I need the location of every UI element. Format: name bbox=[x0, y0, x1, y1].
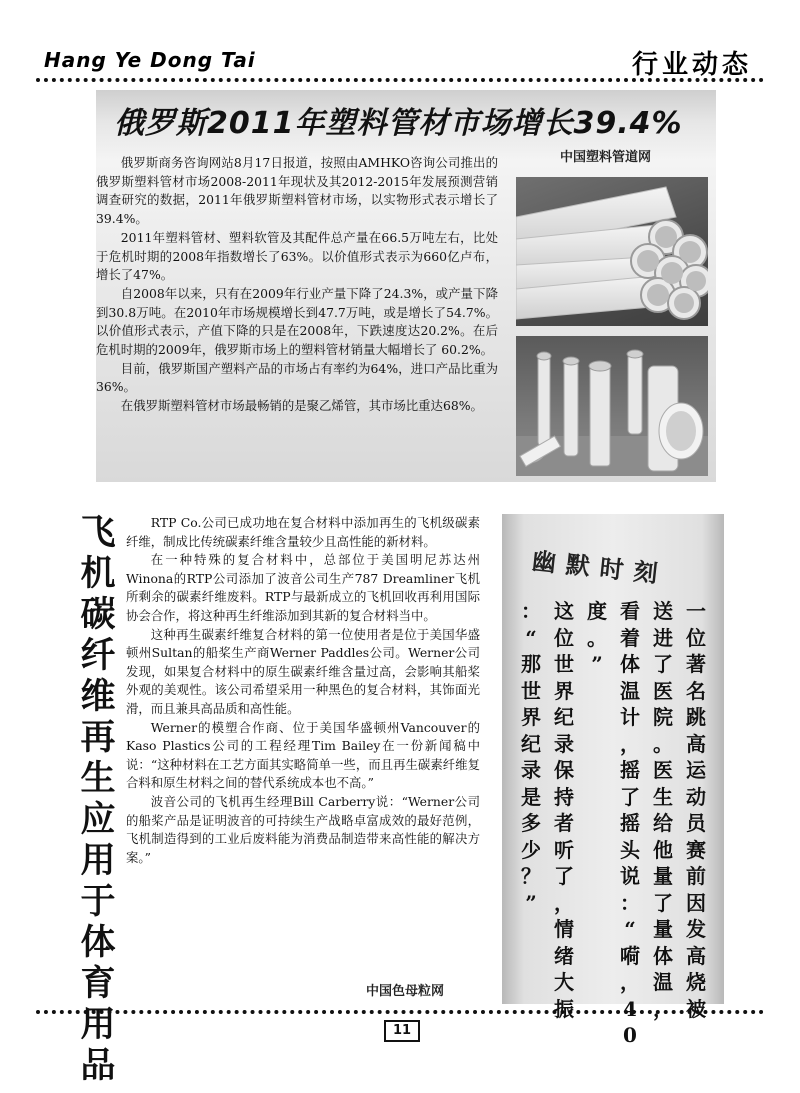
standing-pipes-photo bbox=[516, 336, 708, 476]
article2-source: 中国色母粒网 bbox=[366, 984, 445, 999]
article2-title-char: 于 bbox=[80, 881, 116, 922]
article1-title: 俄罗斯2011年塑料管材市场增长39.4% bbox=[114, 106, 683, 141]
article2-title-char: 品 bbox=[80, 1045, 116, 1086]
header-right-text: 行业动态 bbox=[631, 50, 752, 80]
article2-title-char: 应 bbox=[80, 799, 116, 840]
article1-paragraph: 俄罗斯商务咨询网站8月17日报道，按照由AMHKO咨询公司推出的俄罗斯塑料管材市场2008-2011年现状及其2012-2015年发展预测营销调查研究的数据，2011年俄罗斯塑料管材市场，以实物形式表示增长了39.4%。 bbox=[96, 155, 498, 227]
humor-column: 度 。 ” bbox=[587, 599, 607, 676]
header-left-text: Hang Ye Dong Tai bbox=[44, 48, 256, 72]
article2-paragraph: RTP Co.公司已成功地在复合材料中添加再生的飞机级碳素纤维，制成比传统碳素纤维含量较少且高性能的新材料。 bbox=[126, 515, 480, 549]
humor-column: 送 进 了 医 院 。 医 生 给 他 量 了 量 体 温 ， bbox=[653, 599, 673, 1021]
footer-divider bbox=[36, 1010, 764, 1014]
article2-title-char: 用 bbox=[80, 840, 116, 881]
article2-title-char: 飞 bbox=[80, 512, 116, 553]
humor-column: ： “ 那 世 界 纪 录 是 多 少 ？ ” bbox=[521, 599, 541, 915]
article2-body bbox=[126, 514, 480, 867]
article2-title-char: 机 bbox=[80, 553, 116, 594]
article2-title-char: 用 bbox=[80, 1004, 116, 1045]
article2-title-char: 纤 bbox=[80, 635, 116, 676]
page-number: 11 bbox=[384, 1020, 420, 1042]
humor-column: 看 着 体 温 计 ， 摇 了 摇 头 说 ： “ 嗬 ， 4 0 bbox=[620, 599, 640, 1047]
pipe-bundle-photo bbox=[516, 177, 708, 326]
article1-body bbox=[96, 154, 498, 416]
article2-title-char: 体 bbox=[80, 922, 116, 963]
article2-title-char: 再 bbox=[80, 717, 116, 758]
article2-title-char: 生 bbox=[80, 758, 116, 799]
article2-vertical-title bbox=[72, 512, 124, 1086]
humor-column: 一 位 著 名 跳 高 运 动 员 赛 前 因 发 高 烧 被 bbox=[686, 599, 706, 1021]
article2-title-char: 维 bbox=[80, 676, 116, 717]
article1-paragraph: 自2008年以来，只有在2009年行业产量下降了24.3%，或产量下降到30.8万吨。在2010年市场规模增长到47.7万吨，或是增长了54.7%。以价值形式表示，产值下降的只是在2008年，下跌速度达20.2%。在后危机时期的2009年，俄罗斯市场上的塑料管材销量大幅增长了 60.2%。 bbox=[96, 285, 498, 358]
article2-paragraph: 在一种特殊的复合材料中，总部位于美国明尼苏达州Winona的RTP公司添加了波音公司生产787 Dreamliner飞机所剩余的碳素纤维废料。RTP与最新成立的飞机回收再利用国际协会合作，将这种再生纤维添加到其新的复合材料当中。 bbox=[126, 552, 480, 623]
article1-paragraph: 2011年塑料管材、塑料软管及其配件总产量在66.5万吨左右，比处于危机时期的2008年指数增长了63%。以价值形式表示为660亿卢布，增长了47%。 bbox=[96, 229, 498, 283]
humor-text bbox=[512, 598, 712, 1047]
article1-paragraph: 在俄罗斯塑料管材市场最畅销的是聚乙烯管，其市场比重达68%。 bbox=[120, 398, 483, 414]
article2-title-char: 碳 bbox=[80, 594, 116, 635]
article2-title-char: 育 bbox=[80, 963, 116, 1004]
header-divider bbox=[36, 78, 764, 82]
article2-paragraph: Werner的模塑合作商、位于美国华盛顿州Vancouver的Kaso Plastics公司的工程经理Tim Bailey在一份新闻稿中说：“这种材料在工艺方面其实略简单一些，而且再生碳素纤维复合料和原生材料之间的替代系统成本也不高。” bbox=[126, 719, 480, 791]
article2-paragraph: 波音公司的飞机再生经理Bill Carberry说：“Werner公司的船桨产品是证明波音的可持续生产战略卓富成效的最好范例，飞机制造得到的工业后废料能为消费品制造带来高性能的解决方案。” bbox=[126, 793, 480, 865]
humor-title: 幽默时刻 bbox=[530, 545, 669, 590]
article1-source: 中国塑料管道网 bbox=[560, 150, 652, 165]
article2-paragraph: 这种再生碳素纤维复合材料的第一位使用者是位于美国华盛顿州Sultan的船桨生产商Werner Paddles公司。Werner公司发现，如果复合材料中的原生碳素纤维含量过高，会影响其船桨外观的美观性。该公司希望采用一种黑色的复合材料，其饰面光滑，而且兼具高品质和高性能。 bbox=[126, 626, 480, 716]
humor-column: 这 位 世 界 纪 录 保 持 者 听 了 ， 情 绪 大 振 bbox=[554, 599, 574, 1021]
article1-paragraph: 目前，俄罗斯国产塑料产品的市场占有率约为64%，进口产品比重为36%。 bbox=[96, 360, 498, 395]
